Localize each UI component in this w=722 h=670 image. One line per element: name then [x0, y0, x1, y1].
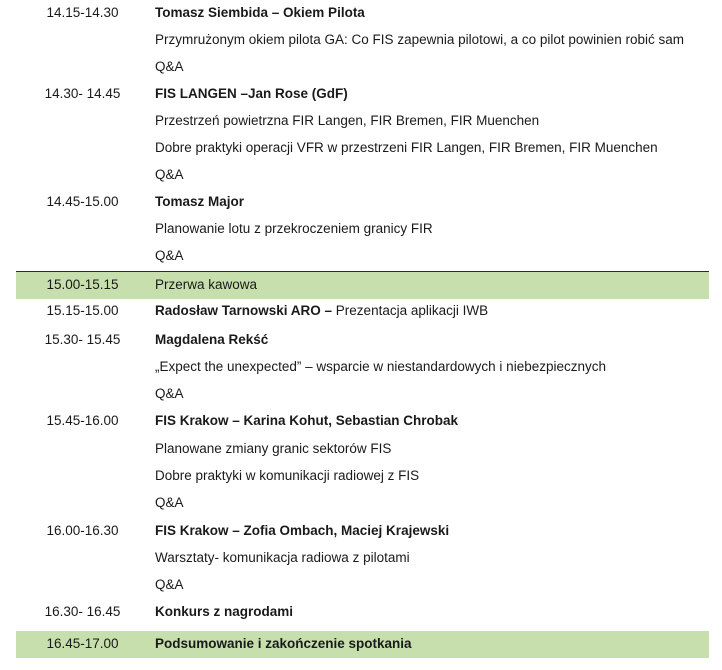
agenda-row — [16, 108, 709, 135]
session-text: Q&A — [155, 386, 184, 401]
session-text: Dobre praktyki operacji VFR w przestrzeni FIR Langen, FIR Bremen, FIR Muenchen — [155, 140, 658, 155]
time-slot: 14.30- 14.45 — [44, 86, 121, 101]
time-slot: 14.15-14.30 — [46, 5, 119, 20]
agenda-row — [16, 490, 709, 517]
row-content — [155, 5, 365, 20]
agenda-row — [16, 381, 709, 408]
time-slot: 15.30- 15.45 — [44, 332, 121, 347]
time-slot: 14.45-15.00 — [46, 194, 119, 209]
row-content — [155, 495, 184, 510]
row-content — [155, 468, 419, 483]
time-slot: 15.00-15.15 — [46, 277, 119, 292]
agenda-row — [16, 599, 709, 626]
agenda-row — [16, 518, 709, 545]
agenda-row — [16, 298, 709, 325]
row-content — [155, 550, 410, 565]
session-title: FIS LANGEN –Jan Rose (GdF) — [155, 86, 348, 101]
session-text: Przymrużonym okiem pilota GA: Co FIS zapewnia pilotowi, a co pilot powinien robić sam — [155, 32, 684, 47]
agenda-row — [16, 354, 709, 381]
agenda-row — [16, 216, 709, 243]
agenda-row — [16, 463, 709, 490]
time-slot: 15.15-15.00 — [46, 303, 119, 318]
row-content — [155, 636, 412, 651]
agenda-row-break — [16, 271, 709, 299]
agenda-row — [16, 135, 709, 162]
row-content — [155, 32, 684, 47]
agenda-row — [16, 189, 709, 216]
row-content — [155, 604, 293, 619]
agenda-row — [16, 0, 709, 27]
session-title: FIS Krakow – Karina Kohut, Sebastian Chrobak — [155, 413, 459, 428]
session-title: Radosław Tarnowski ARO – — [155, 303, 336, 318]
session-title: Magdalena Rekść — [155, 332, 269, 347]
agenda-row-closing — [16, 631, 709, 658]
row-content — [155, 248, 184, 263]
session-title: Konkurs z nagrodami — [155, 604, 294, 619]
session-text: Prezentacja aplikacji IWB — [335, 303, 489, 318]
row-content — [155, 386, 184, 401]
time-slot: 15.45-16.00 — [46, 413, 119, 428]
row-content — [155, 359, 606, 374]
agenda-row — [16, 327, 709, 354]
agenda-row — [16, 408, 709, 435]
row-content — [155, 167, 184, 182]
row-content — [155, 194, 244, 209]
session-title: Podsumowanie i zakończenie spotkania — [155, 636, 412, 651]
agenda-row — [16, 572, 709, 599]
agenda-row — [16, 162, 709, 189]
agenda-row — [16, 81, 709, 108]
row-content — [155, 221, 433, 236]
agenda-row — [16, 436, 709, 463]
session-text: Przerwa kawowa — [155, 277, 258, 292]
session-text: Przestrzeń powietrzna FIR Langen, FIR Bremen, FIR Muenchen — [155, 113, 540, 128]
row-content — [155, 303, 488, 318]
agenda-row — [16, 54, 709, 81]
row-content — [155, 277, 257, 292]
row-content — [155, 332, 268, 347]
row-content — [155, 86, 348, 101]
session-text: Dobre praktyki w komunikacji radiowej z FIS — [155, 468, 420, 483]
row-content — [155, 113, 539, 128]
session-text: Q&A — [155, 577, 184, 592]
row-content — [155, 523, 449, 538]
session-text: Planowane zmiany granic sektorów FIS — [155, 441, 392, 456]
time-slot: 16.30- 16.45 — [44, 604, 121, 619]
session-title: Tomasz Major — [155, 194, 245, 209]
session-text: Q&A — [155, 167, 184, 182]
agenda-row — [16, 545, 709, 572]
session-text: Q&A — [155, 495, 184, 510]
row-content — [155, 413, 458, 428]
session-text: Q&A — [155, 59, 184, 74]
agenda-row — [16, 27, 709, 54]
session-text: „Expect the unexpected” – wsparcie w niestandardowych i niebezpiecznych — [155, 359, 606, 374]
agenda-row — [16, 243, 709, 270]
session-title: Tomasz Siembida – Okiem Pilota — [155, 5, 365, 20]
row-content — [155, 577, 184, 592]
session-title: FIS Krakow – Zofia Ombach, Maciej Krajewski — [155, 523, 450, 538]
row-content — [155, 140, 658, 155]
time-slot: 16.00-16.30 — [46, 523, 119, 538]
time-slot: 16.45-17.00 — [46, 636, 119, 651]
session-text: Warsztaty- komunikacja radiowa z pilotami — [155, 550, 410, 565]
session-text: Planowanie lotu z przekroczeniem granicy FIR — [155, 221, 433, 236]
row-content — [155, 59, 184, 74]
session-text: Q&A — [155, 248, 184, 263]
row-content — [155, 441, 391, 456]
